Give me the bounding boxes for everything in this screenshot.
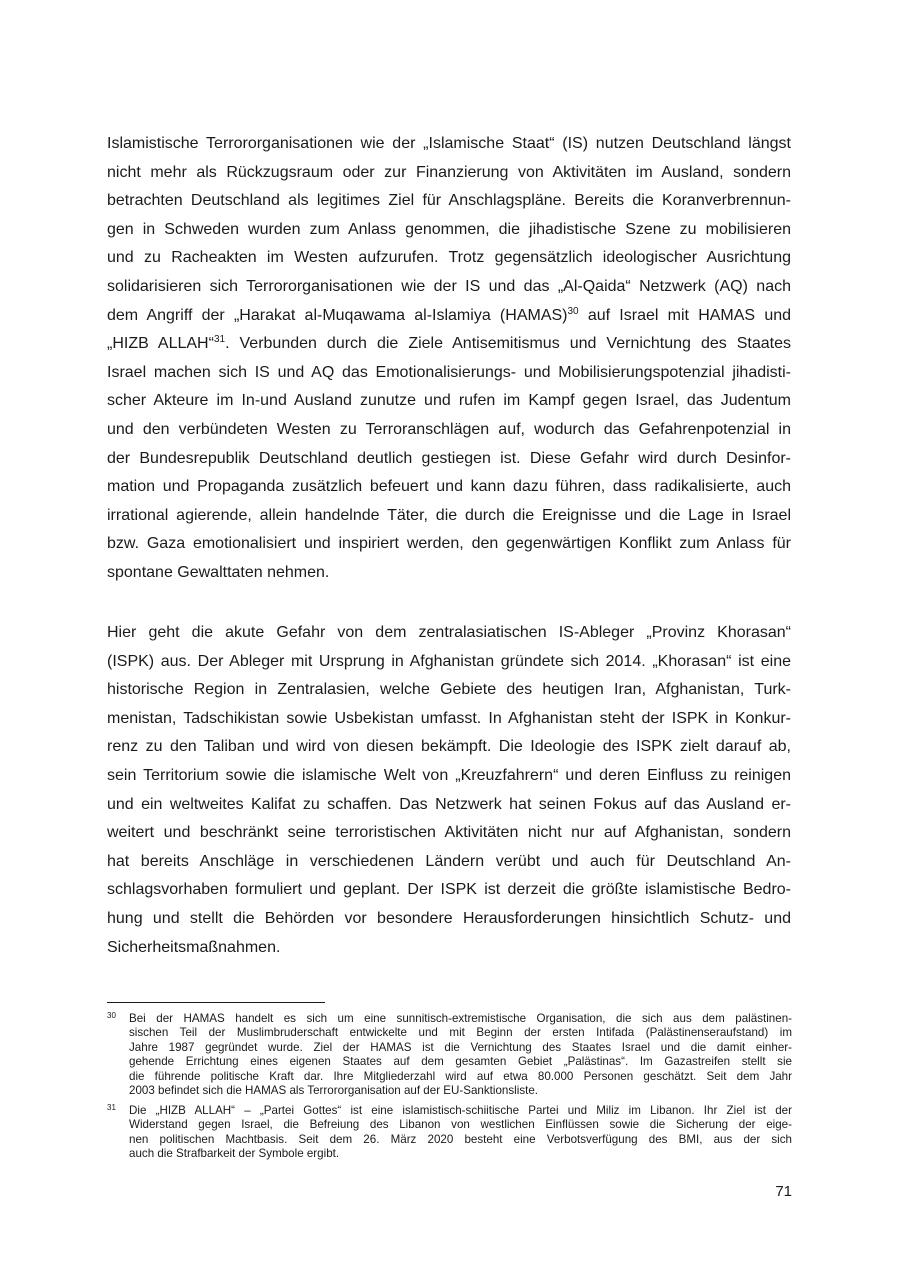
paragraph-line: sein Territorium sowie die islamische Welt von „Kreuzfahrern“ und deren Einfluss zu reinigen <box>107 766 791 784</box>
paragraph-line: Sicherheitsmaßnahmen. <box>107 938 281 956</box>
footnote-line: die führende politische Kraft dar. Ihre Mitgliederzahl wird auf etwa 80.000 Personen geschätzt. Seit dem Jahr <box>129 1069 792 1083</box>
footnote-line: Die „HIZB ALLAH“ – „Partei Gottes“ ist eine islamistisch-schiitische Partei und Miliz im Libanon. Ihr Ziel ist der <box>129 1104 792 1117</box>
paragraph-line: Islamistische Terrororganisationen wie der „Islamische Staat“ (IS) nutzen Deutschland längst <box>107 135 791 152</box>
footnote-line: Bei der HAMAS handelt es sich um eine sunnitisch-extremistische Organisation, die sich aus dem palästinen- <box>129 1012 792 1025</box>
paragraph-line: scher Akteure im In-und Ausland zunutze und rufen im Kampf gegen Israel, das Judentum <box>107 392 791 410</box>
footnote-line: nen politischen Machtbasis. Seit dem 26. März 2020 besteht eine Verbotsverfügung des BMI, aus der sich <box>129 1132 792 1146</box>
paragraph-line: mation und Propaganda zusätzlich befeuert und kann dazu führen, dass radikalisierte, auch <box>107 478 791 496</box>
paragraph-line: und den verbündeten Westen zu Terroranschlägen auf, wodurch das Gefahrenpotenzial in <box>107 420 791 438</box>
paragraph-line: betrachten Deutschland als legitimes Ziel für Anschlagspläne. Bereits die Koranverbrennun- <box>107 192 791 210</box>
footnote-ref-30[interactable]: 30 <box>567 305 579 317</box>
footnote-line: Widerstand gegen Israel, die Befreiung des Libanon von westlichen Einflüssen sowie die Sicherung der eige- <box>129 1118 792 1132</box>
footnote-line: 2003 befindet sich die HAMAS als Terrororganisation auf der EU-Sanktionsliste. <box>129 1083 539 1097</box>
paragraph-line <box>107 302 791 331</box>
paragraph-line: menistan, Tadschikistan sowie Usbekistan umfasst. In Afghanistan steht der ISPK in Konkur- <box>107 709 791 727</box>
footnote-line: sischen Teil der Muslimbruderschaft entwickelte und mit Beginn der ersten Intifada (Palästinenseraufstand) im <box>129 1026 792 1040</box>
footnote-line: Jahre 1987 gegründet wurde. Ziel der HAMAS ist die Vernichtung des Staates Israel und die damit einher- <box>129 1040 792 1054</box>
paragraph-line: Hier geht die akute Gefahr von dem zentralasiatischen IS-Ableger „Provinz Khorasan“ <box>107 624 791 641</box>
line-text: dem Angriff der „Harakat al-Muqawama al-Islamiya (HAMAS) <box>107 306 568 324</box>
paragraph-line: hung und stellt die Behörden vor besondere Herausforderungen hinsichtlich Schutz- und <box>107 909 791 927</box>
paragraph-line: bzw. Gaza emotionalisiert und inspiriert werden, den gegenwärtigen Konflikt zum Anlass für <box>107 535 791 553</box>
footnote-text <box>129 1104 792 1162</box>
body-paragraph-2 <box>107 619 791 962</box>
paragraph-line: irrational agierende, allein handelnde Täter, die durch die Ereignisse und die Lage in Israel <box>107 506 791 524</box>
paragraph-line: (ISPK) aus. Der Ableger mit Ursprung in Afghanistan gründete sich 2014. „Khorasan“ ist eine <box>107 652 791 670</box>
paragraph-line: weitert und beschränkt seine terroristischen Aktivitäten nicht nur auf Afghanistan, sondern <box>107 824 791 842</box>
paragraph-line: nicht mehr als Rückzugsraum oder zur Finanzierung von Aktivitäten im Ausland, sondern <box>107 163 791 181</box>
paragraph-line: und ein weltweites Kalifat zu schaffen. Das Netzwerk hat seinen Fokus auf das Ausland er- <box>107 795 791 813</box>
paragraph-line: hat bereits Anschläge in verschiedenen Ländern verübt und auch für Deutschland An- <box>107 852 791 870</box>
footnote-31 <box>107 1104 792 1162</box>
footnote-line: auch die Strafbarkeit der Symbole ergibt. <box>129 1147 340 1161</box>
footnote-text <box>129 1012 792 1098</box>
paragraph-line: historische Region in Zentralasien, welche Gebiete des heutigen Iran, Afghanistan, Turk- <box>107 681 791 699</box>
paragraph-line: renz zu den Taliban und wird von diesen bekämpft. Die Ideologie des ISPK zielt darauf ab, <box>107 738 791 756</box>
paragraph-line: gen in Schweden wurden zum Anlass genommen, die jihadistische Szene zu mobilisieren <box>107 220 791 238</box>
footnote-line: gehende Errichtung eines eigenen Staates auf dem gesamten Gebiet „Palästinas“. Im Gazastreifen stellt sie <box>129 1055 792 1069</box>
line-text: . Verbunden durch die Ziele Antisemitismus und Vernichtung des Staates <box>225 335 792 353</box>
paragraph-line: und zu Racheakten im Westen aufzurufen. Trotz gegensätzlich ideologischer Ausrichtung <box>107 249 791 267</box>
body-paragraph-1 <box>107 130 791 588</box>
line-text: „HIZB ALLAH“ <box>107 335 214 353</box>
paragraph-line: Israel machen sich IS und AQ das Emotionalisierungs- und Mobilisierungspotenzial jihadisti- <box>107 363 791 381</box>
footnote-number: 30 <box>107 1011 116 1020</box>
paragraph-line: spontane Gewalttaten nehmen. <box>107 563 330 581</box>
paragraph-line: schlagsvorhaben formuliert und geplant. Der ISPK ist derzeit die größte islamistische Bedro- <box>107 881 791 899</box>
paragraph-line: solidarisieren sich Terrororganisationen wie der IS und das „Al-Qaida“ Netzwerk (AQ) nach <box>107 277 791 295</box>
line-text: auf Israel mit HAMAS und <box>578 306 792 324</box>
footnote-30 <box>107 1012 792 1098</box>
footnote-ref-31[interactable]: 31 <box>213 334 226 346</box>
footnote-number: 31 <box>107 1103 116 1112</box>
footnote-separator <box>107 1002 325 1003</box>
paragraph-line <box>107 330 791 359</box>
paragraph-line: der Bundesrepublik Deutschland deutlich gestiegen ist. Diese Gefahr wird durch Desinfor- <box>107 449 791 467</box>
page-number: 71 <box>775 1183 792 1200</box>
